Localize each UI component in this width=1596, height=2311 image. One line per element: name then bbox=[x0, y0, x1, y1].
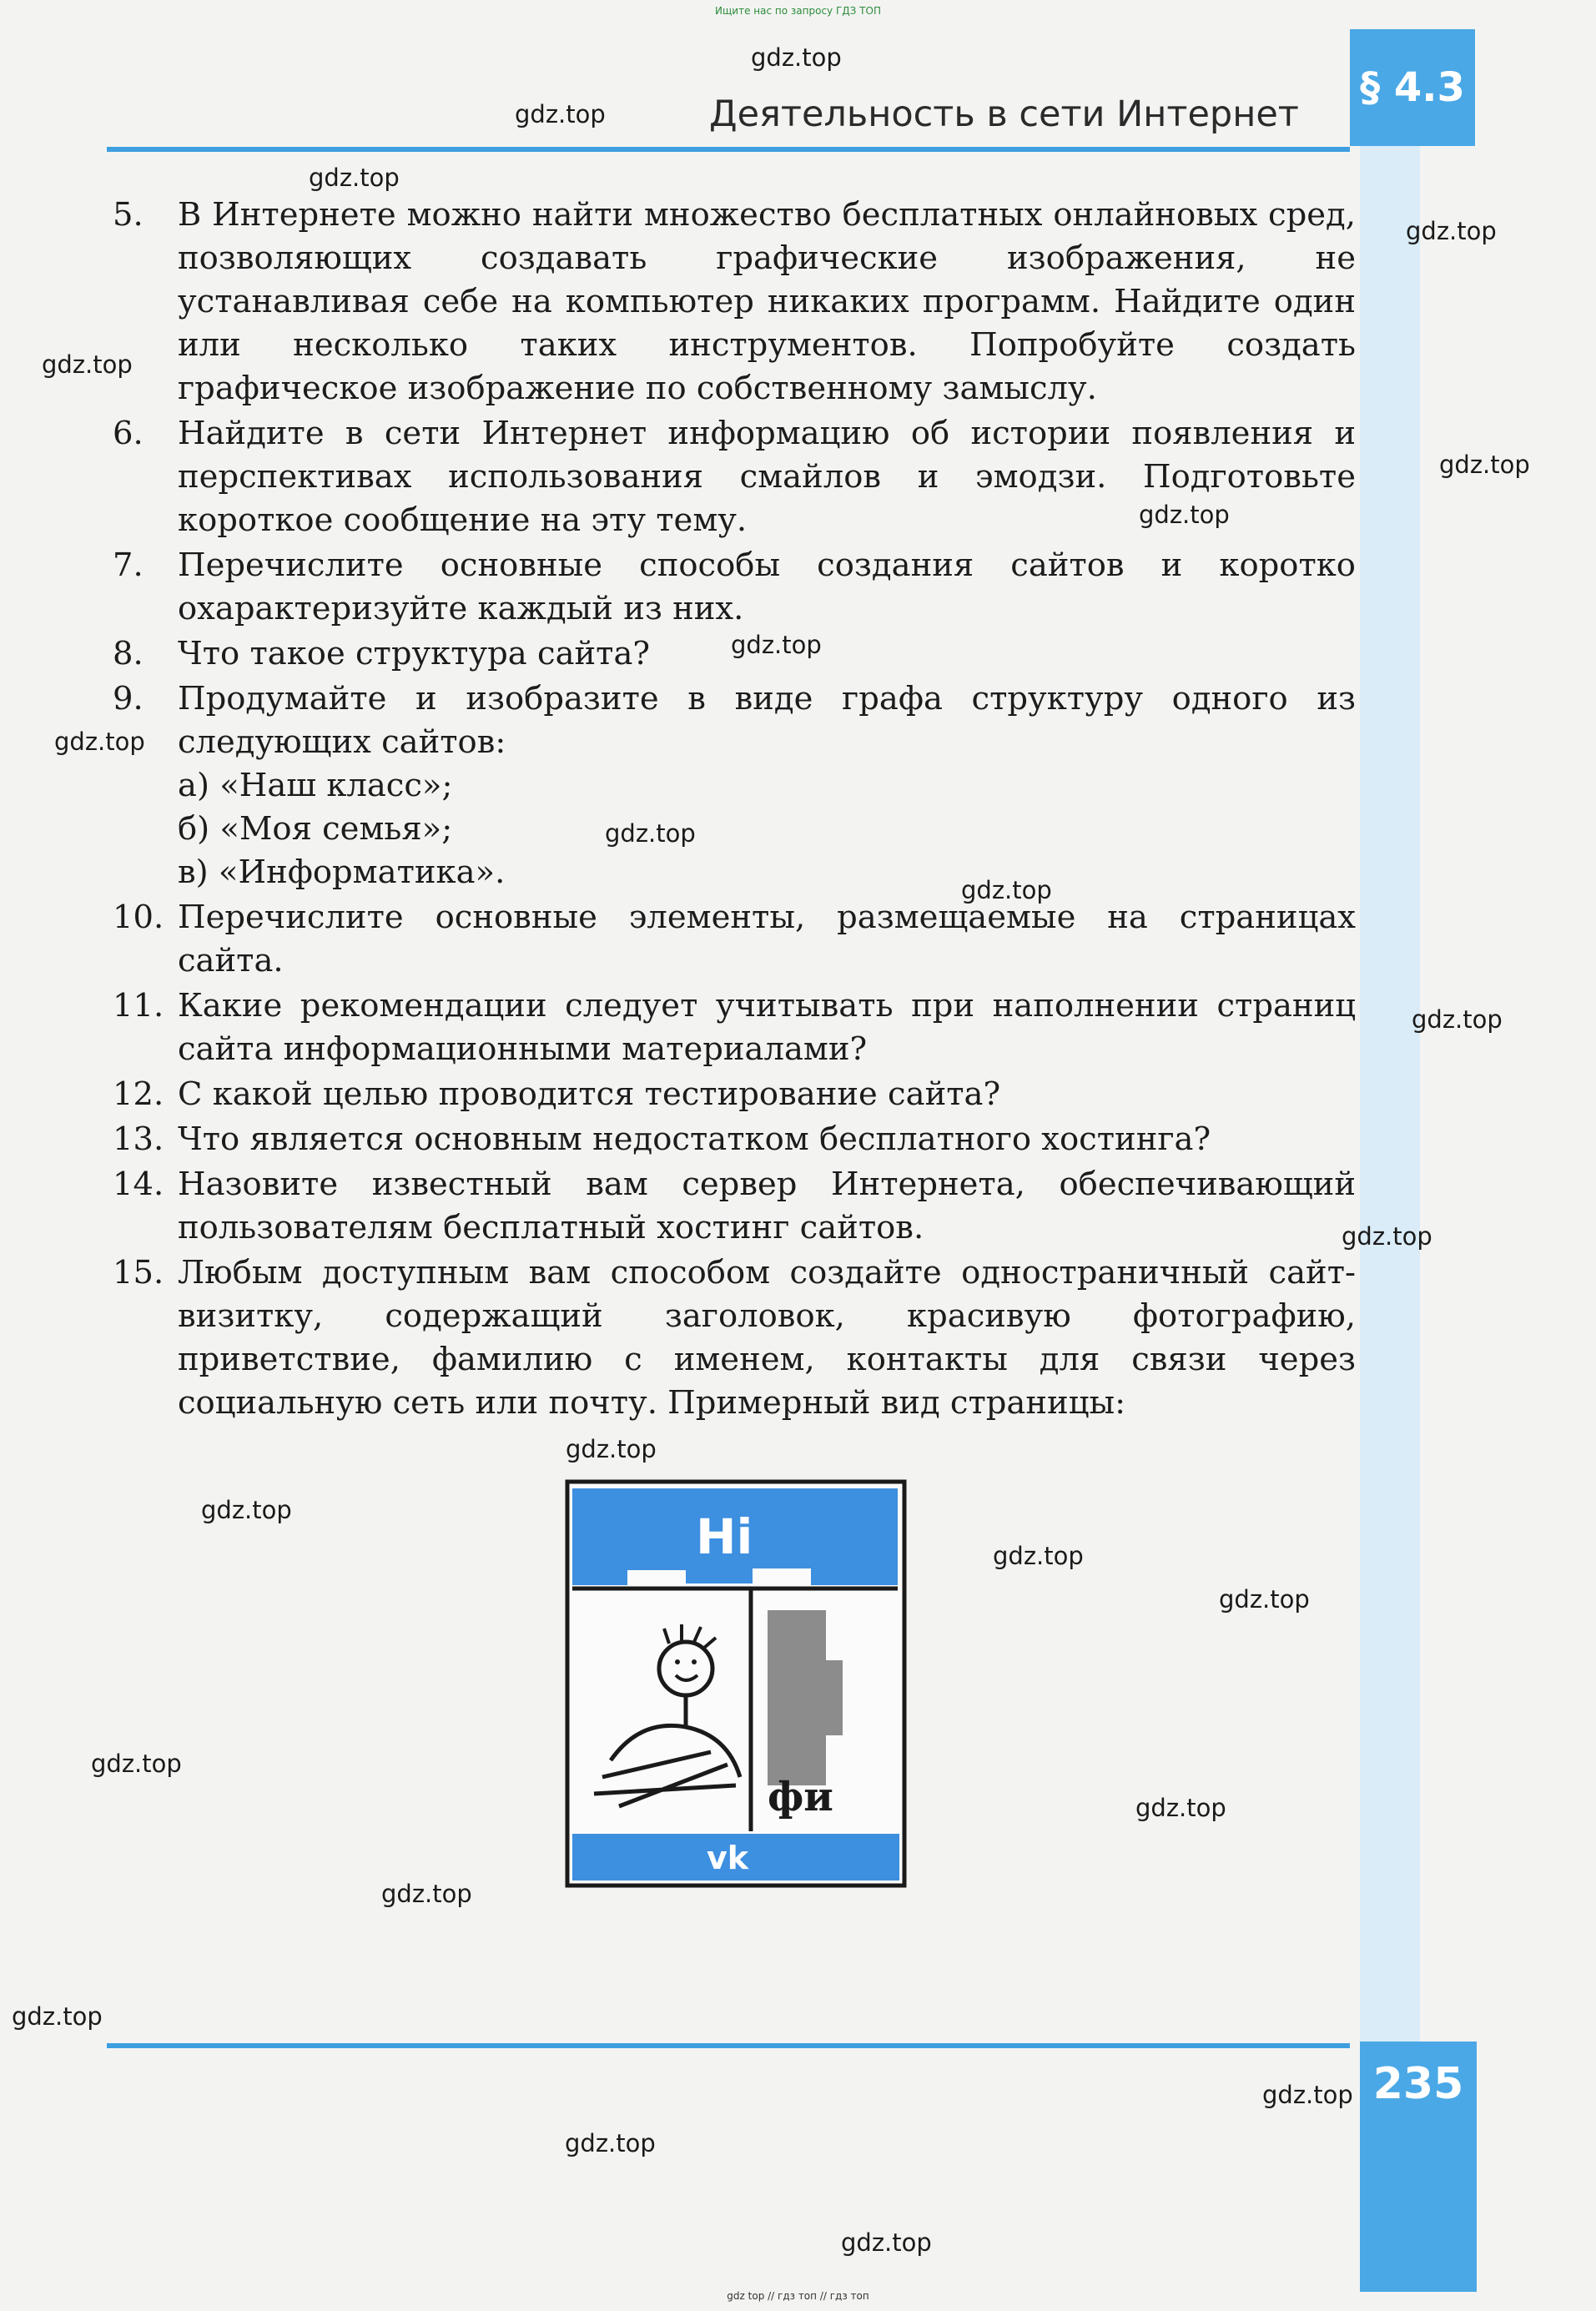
watermark: gdz.top bbox=[993, 1542, 1084, 1570]
question-number: 7. bbox=[113, 546, 143, 584]
question-number: 11. bbox=[113, 987, 164, 1025]
question-14 bbox=[113, 1163, 1356, 1250]
question-number: 10. bbox=[113, 899, 164, 936]
question-text: Перечислите основные элементы, размещаемые на страницах сайта. bbox=[178, 899, 1356, 979]
question-text: Найдите в сети Интернет информацию об истории появления и перспективах использования смайлов и эмодзи. Подготовьте короткое сообщение на эту тему. bbox=[178, 415, 1356, 539]
watermark: gdz.top bbox=[201, 1496, 292, 1524]
question-12 bbox=[113, 1073, 1356, 1116]
watermark: gdz.top bbox=[1439, 451, 1530, 479]
question-15 bbox=[113, 1251, 1356, 1425]
right-margin-band bbox=[1360, 146, 1420, 2082]
question-text: Что является основным недостатком бесплатного хостинга? bbox=[178, 1120, 1211, 1158]
question-text: В Интернете можно найти множество бесплатных онлайновых сред, позволяющих создавать графические изображения, не устанавливая себе на компьютер никаких программ. Найдите один или несколько таких инструментов. Попробуйте создать графическое изображение по собственному замыслу. bbox=[178, 196, 1356, 407]
sketch-caption: фи bbox=[768, 1774, 833, 1820]
question-number: 6. bbox=[113, 415, 143, 452]
question-11 bbox=[113, 984, 1356, 1071]
question-text: Что такое структура сайта? bbox=[178, 635, 651, 672]
sub-item-a: а) «Наш класс»; bbox=[178, 767, 453, 804]
section-tab: § 4.3 bbox=[1350, 29, 1475, 146]
question-text: Продумайте и изобразите в виде графа структуру одного из следующих сайтов: bbox=[178, 680, 1356, 761]
sub-item-c: в) «Информатика». bbox=[178, 853, 506, 891]
watermark: gdz.top bbox=[731, 631, 822, 659]
top-search-note: Ищите нас по запросу ГДЗ ТОП bbox=[715, 5, 881, 17]
watermark: gdz.top bbox=[381, 1880, 472, 1908]
question-number: 14. bbox=[113, 1166, 164, 1203]
watermark: gdz.top bbox=[91, 1750, 182, 1778]
watermark: gdz.top bbox=[42, 350, 133, 379]
page-title: Деятельность в сети Интернет bbox=[709, 93, 1299, 135]
question-text: Какие рекомендации следует учитывать при наполнении страниц сайта информационными материалами? bbox=[178, 987, 1356, 1068]
watermark: gdz.top bbox=[751, 43, 842, 72]
question-number: 12. bbox=[113, 1075, 164, 1113]
watermark: gdz.top bbox=[1135, 1794, 1226, 1822]
question-list bbox=[113, 194, 1356, 1427]
sub-items bbox=[178, 764, 1356, 894]
bottom-rule bbox=[107, 2043, 1350, 2048]
page-number: 235 bbox=[1372, 2059, 1464, 2109]
question-text: Любым доступным вам способом создайте одностраничный сайт-визитку, содержащий заголовок, красивую фотографию, приветствие, фамилию с именем, контакты для связи через социальную сеть или почту. Примерный вид страницы: bbox=[178, 1254, 1356, 1422]
question-text: Назовите известный вам сервер Интернета, обеспечивающий пользователям бесплатный хостинг сайтов. bbox=[178, 1166, 1356, 1246]
watermark: gdz.top bbox=[1406, 217, 1497, 245]
question-number: 8. bbox=[113, 635, 143, 672]
question-number: 5. bbox=[113, 196, 143, 234]
bottom-note: gdz top // гдз топ // гдз топ bbox=[727, 2290, 869, 2302]
sketch-eye-left bbox=[675, 1659, 680, 1664]
question-10 bbox=[113, 896, 1356, 983]
sketch-header-text: Hi bbox=[696, 1508, 753, 1565]
question-7 bbox=[113, 544, 1356, 631]
question-text: Перечислите основные способы создания сайтов и коротко охарактеризуйте каждый из них. bbox=[178, 546, 1356, 627]
question-9 bbox=[113, 677, 1356, 894]
sub-item-b: б) «Моя семья»; bbox=[178, 810, 453, 848]
question-13 bbox=[113, 1118, 1356, 1161]
watermark: gdz.top bbox=[54, 728, 145, 756]
watermark: gdz.top bbox=[961, 876, 1052, 904]
watermark: gdz.top bbox=[309, 164, 400, 192]
question-text: С какой целью проводится тестирование сайта? bbox=[178, 1075, 1001, 1113]
watermark: gdz.top bbox=[1219, 1585, 1310, 1614]
watermark: gdz.top bbox=[1262, 2081, 1353, 2109]
question-number: 15. bbox=[113, 1254, 164, 1291]
question-number: 13. bbox=[113, 1120, 164, 1158]
watermark: gdz.top bbox=[1412, 1005, 1503, 1034]
watermark: gdz.top bbox=[566, 1435, 657, 1463]
sketch-eye-right bbox=[692, 1659, 697, 1664]
question-number: 9. bbox=[113, 680, 143, 717]
title-rule bbox=[107, 147, 1350, 152]
watermark: gdz.top bbox=[1342, 1222, 1432, 1251]
question-5 bbox=[113, 194, 1356, 410]
sketch-footer-text: vk bbox=[707, 1840, 749, 1876]
website-sketch-figure bbox=[561, 1477, 911, 1894]
watermark: gdz.top bbox=[515, 100, 606, 128]
watermark: gdz.top bbox=[12, 2002, 103, 2031]
watermark: gdz.top bbox=[605, 819, 696, 848]
watermark: gdz.top bbox=[841, 2228, 932, 2257]
watermark: gdz.top bbox=[565, 2129, 656, 2157]
watermark: gdz.top bbox=[1139, 501, 1230, 529]
